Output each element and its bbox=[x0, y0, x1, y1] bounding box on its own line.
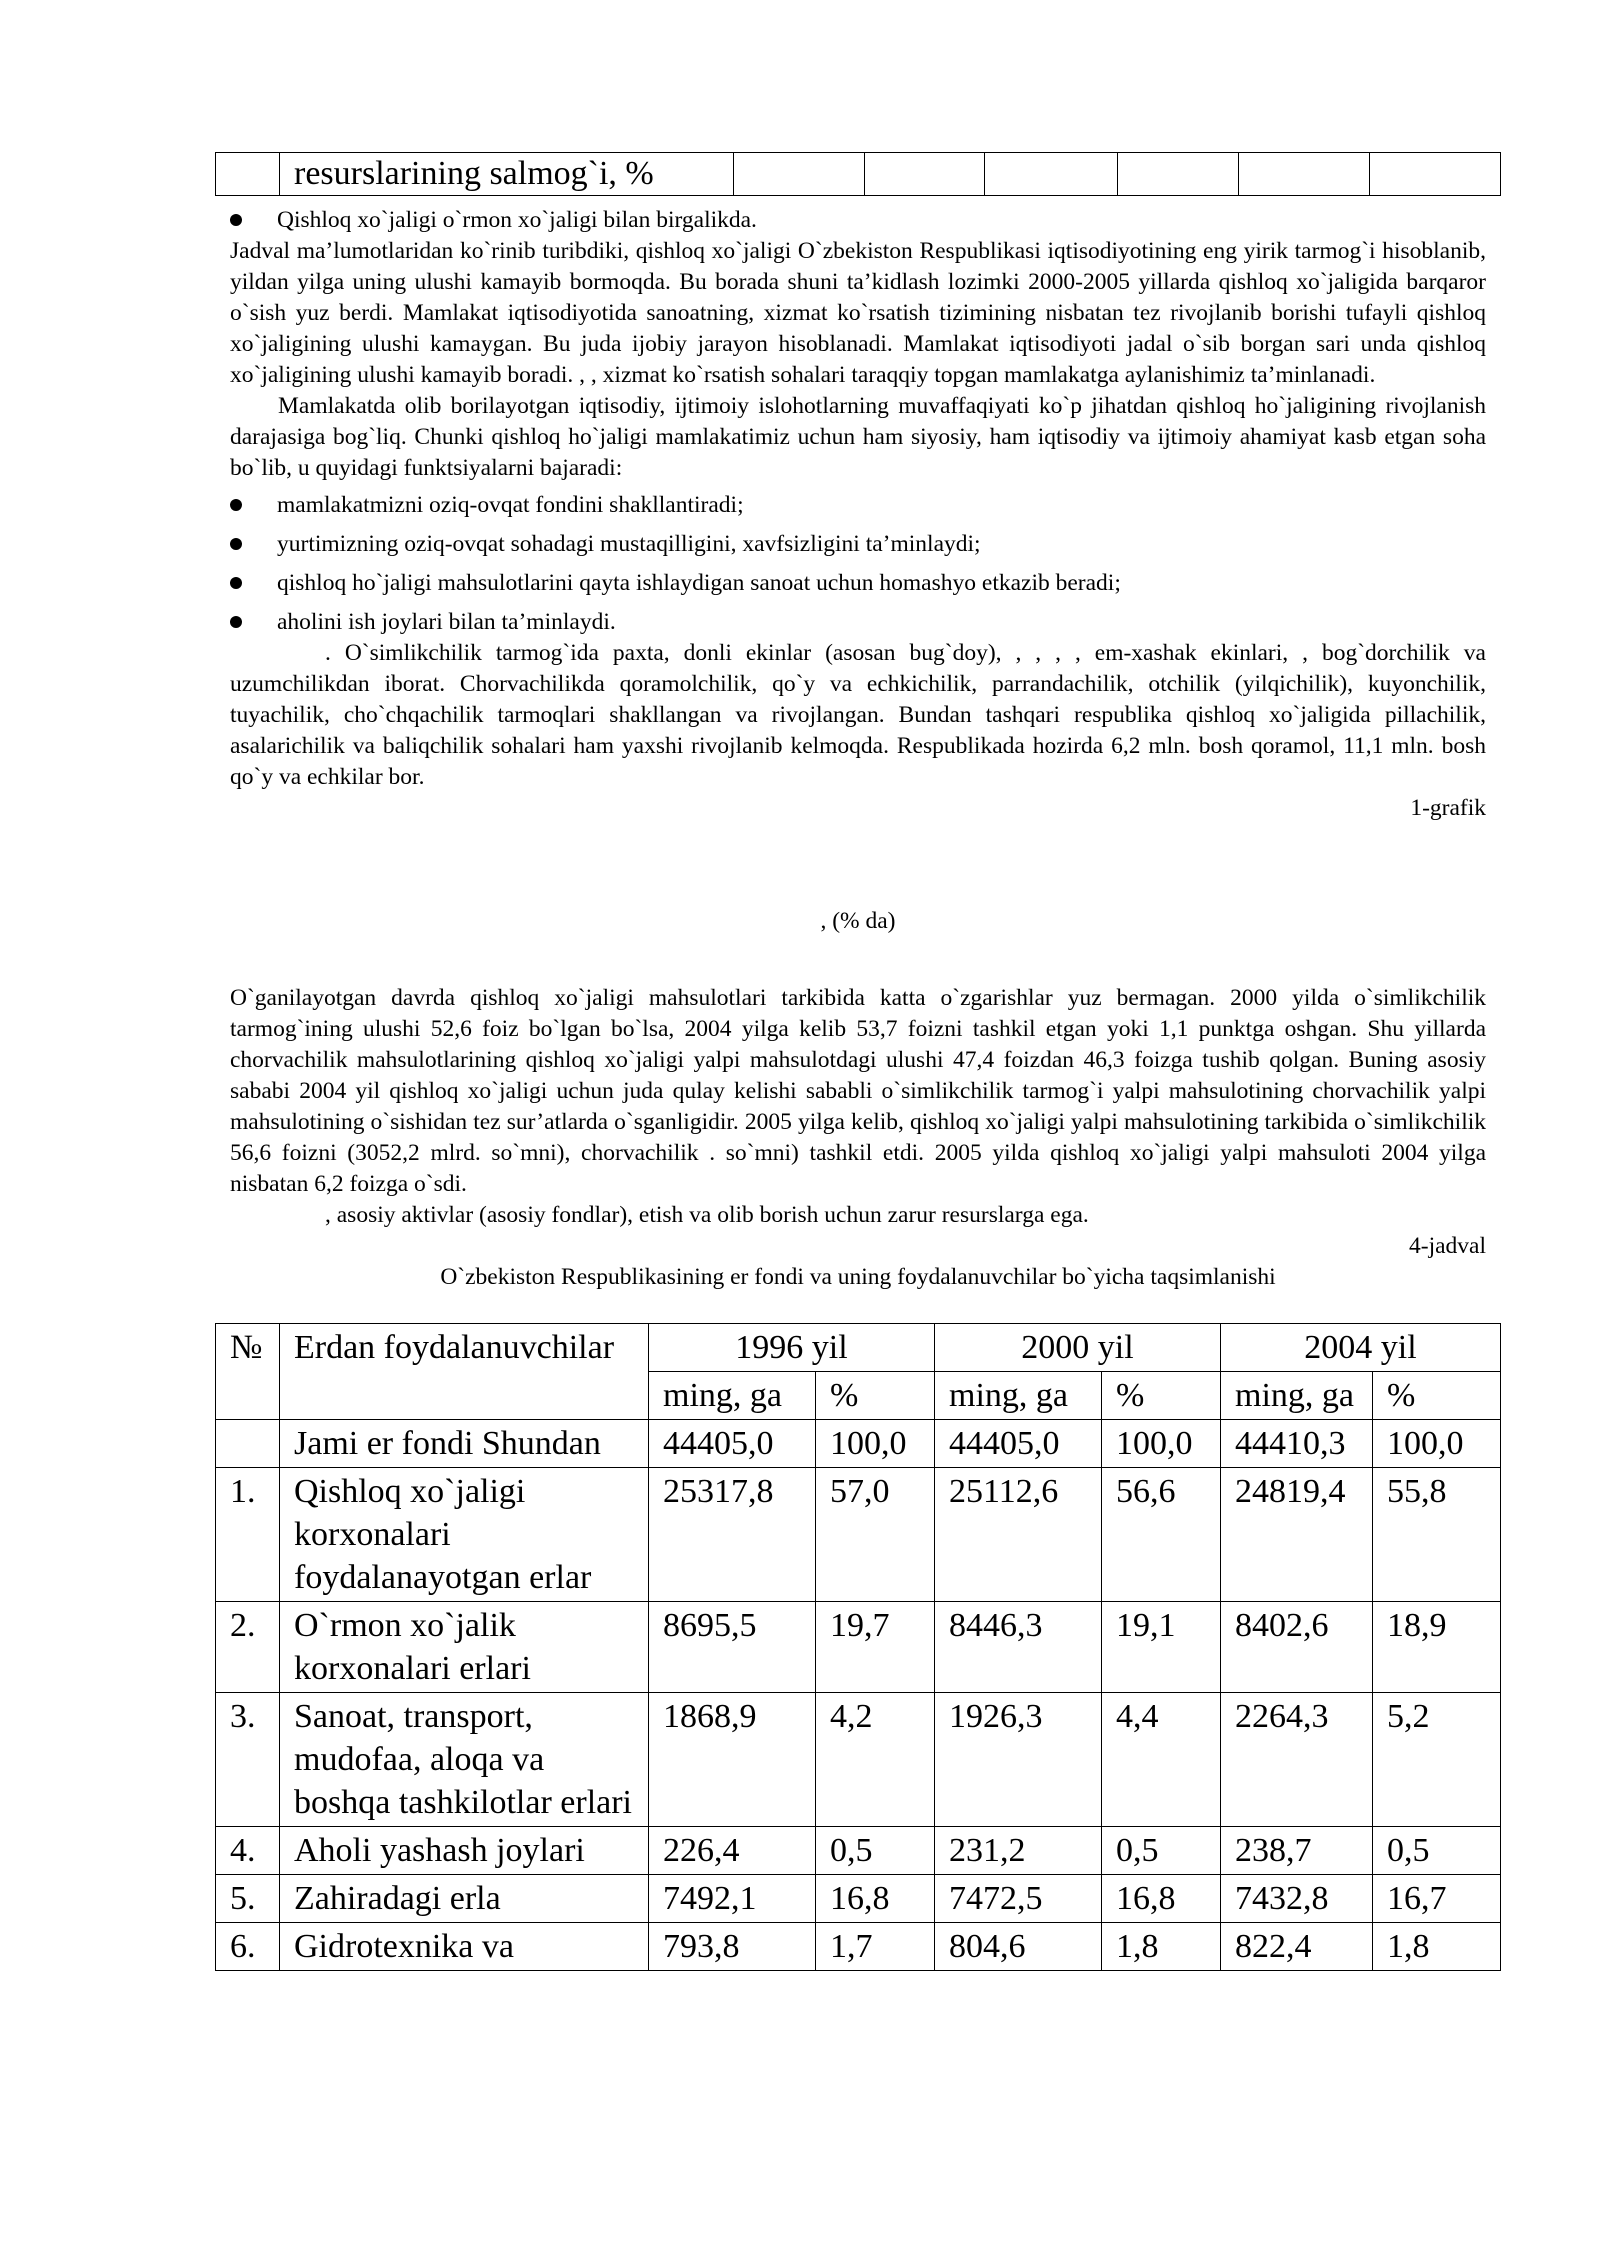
area-value-cell: 1868,9 bbox=[649, 1693, 816, 1827]
table-cell: resurslarining salmog`i, % bbox=[280, 153, 734, 196]
table-row bbox=[216, 1468, 1501, 1602]
functions-list bbox=[230, 490, 1486, 638]
land-user-cell: Qishloq xo`jaligi korxonalari foydalanayotgan erlar bbox=[280, 1468, 649, 1602]
grafik-label: 1-grafik bbox=[1410, 795, 1486, 821]
header-cell-unit: ming, ga bbox=[1221, 1372, 1373, 1420]
area-value-cell: 226,4 bbox=[649, 1827, 816, 1875]
table-cell bbox=[1118, 153, 1239, 196]
percent-value-cell: 16,7 bbox=[1373, 1875, 1501, 1923]
header-cell-users: Erdan foydalanuvchilar bbox=[280, 1324, 649, 1420]
land-user-cell: Aholi yashash joylari bbox=[280, 1827, 649, 1875]
percent-value-cell: 16,8 bbox=[1102, 1875, 1221, 1923]
list-item: yurtimizning oziq-ovqat sohadagi mustaqilligini, xavfsizligini ta’minlaydi; bbox=[230, 529, 1486, 560]
bullet-icon bbox=[230, 616, 242, 628]
percent-value-cell: 0,5 bbox=[1102, 1827, 1221, 1875]
table-row bbox=[216, 1420, 1501, 1468]
row-number-cell: 6. bbox=[216, 1923, 280, 1971]
area-value-cell: 44405,0 bbox=[935, 1420, 1102, 1468]
header-cell-year: 1996 yil bbox=[649, 1324, 935, 1372]
row-number-cell bbox=[216, 1420, 280, 1468]
row-number-cell: 2. bbox=[216, 1602, 280, 1693]
header-cell-unit: ming, ga bbox=[935, 1372, 1102, 1420]
table-row bbox=[216, 1827, 1501, 1875]
table-cell bbox=[1370, 153, 1501, 196]
body-text-block-1 bbox=[230, 205, 1486, 824]
percent-value-cell: 56,6 bbox=[1102, 1468, 1221, 1602]
percent-value-cell: 1,8 bbox=[1373, 1923, 1501, 1971]
area-value-cell: 231,2 bbox=[935, 1827, 1102, 1875]
land-user-cell: Zahiradagi erla bbox=[280, 1875, 649, 1923]
area-value-cell: 44410,3 bbox=[1221, 1420, 1373, 1468]
list-item: Qishloq xo`jaligi o`rmon xo`jaligi bilan birgalikda. bbox=[230, 205, 1486, 236]
land-user-cell: Gidrotexnika va bbox=[280, 1923, 649, 1971]
body-text-block-2 bbox=[230, 983, 1486, 1293]
area-value-cell: 44405,0 bbox=[649, 1420, 816, 1468]
percent-value-cell: 19,1 bbox=[1102, 1602, 1221, 1693]
row-number-cell: 1. bbox=[216, 1468, 280, 1602]
area-value-cell: 7472,5 bbox=[935, 1875, 1102, 1923]
table-cell bbox=[1239, 153, 1370, 196]
row-number-cell: 3. bbox=[216, 1693, 280, 1827]
list-item: mamlakatmizni oziq-ovqat fondini shakllantiradi; bbox=[230, 490, 1486, 521]
header-cell-unit: ming, ga bbox=[649, 1372, 816, 1420]
area-value-cell: 2264,3 bbox=[1221, 1693, 1373, 1827]
paragraph: O`ganilayotgan davrda qishloq xo`jaligi mahsulotlari tarkibida katta o`zgarishlar yuz bermagan. 2000 yilda o`simlikchilik tarmog`ining ulushi 52,6 foiz bo`lgan bo`lsa, 2004 yilga kelib 53,7 foizni tashkil etgan yoki 1,1 punktga oshgan. Shu yillarda chorvachilik mahsulotlarining qishloq xo`jaligi yalpi mahsulotdagi ulushi 47,4 foizdan 46,3 foizga tushib qolgan. Buning asosiy sababi 2004 yil qishloq xo`jaligi uchun juda qulay kelishi sababli o`simlikchilik tarmog`i yalpi mahsulotining chorvachilik yalpi mahsulotining o`sishidan tez sur’atlarda o`sganligidir. 2005 yilga kelib, qishloq xo`jaligi yalpi mahsulotining tarkibida o`simlikchilik 56,6 foizni (3052,2 mlrd. so`mni), chorvachilik . so`mni) tashkil etdi. 2005 yilda qishloq xo`jaligi yalpi mahsuloti 2004 yilga nisbatan 6,2 foizga o`sdi. bbox=[230, 985, 1486, 1197]
percent-value-cell: 57,0 bbox=[816, 1468, 935, 1602]
area-value-cell: 7432,8 bbox=[1221, 1875, 1373, 1923]
percent-value-cell: 1,7 bbox=[816, 1923, 935, 1971]
paragraph: , asosiy aktivlar (asosiy fondlar), etish va olib borish uchun zarur resurslarga ega. bbox=[325, 1202, 1089, 1228]
area-value-cell: 1926,3 bbox=[935, 1693, 1102, 1827]
area-value-cell: 7492,1 bbox=[649, 1875, 816, 1923]
percent-value-cell: 16,8 bbox=[816, 1875, 935, 1923]
land-user-cell: Sanoat, transport, mudofaa, aloqa va boshqa tashkilotlar erlari bbox=[280, 1693, 649, 1827]
footnote-list bbox=[230, 205, 1486, 236]
area-value-cell: 24819,4 bbox=[1221, 1468, 1373, 1602]
percent-value-cell: 19,7 bbox=[816, 1602, 935, 1693]
table-cell bbox=[865, 153, 985, 196]
bullet-icon bbox=[230, 499, 242, 511]
header-cell-unit: % bbox=[816, 1372, 935, 1420]
percent-value-cell: 0,5 bbox=[816, 1827, 935, 1875]
area-value-cell: 793,8 bbox=[649, 1923, 816, 1971]
table-title: O`zbekiston Respublikasining er fondi va uning foydalanuvchilar bo`yicha taqsimlanishi bbox=[440, 1264, 1276, 1290]
bullet-icon bbox=[230, 538, 242, 550]
table-cell bbox=[216, 153, 280, 196]
bullet-icon bbox=[230, 214, 242, 226]
percent-value-cell: 4,4 bbox=[1102, 1693, 1221, 1827]
table-cell bbox=[734, 153, 865, 196]
table-row bbox=[216, 1693, 1501, 1827]
list-item: aholini ish joylari bilan ta’minlaydi. bbox=[230, 607, 1486, 638]
paragraph: . O`simlikchilik tarmog`ida paxta, donli ekinlar (asosan bug`doy), , , , , em-xashak ekinlari, , bog`dorchilik va uzumchilikdan iborat. Chorvachilikda qoramolchilik, qo`y va echkichilik, parrandachilik, otchilik (yilqichilik), kuyonchilik, tuyachilik, cho`chqachilik tarmoqlari shakllangan va rivojlangan. Bundan tashqari respublika qishloq xo`jaligida pillachilik, asalarichilik va baliqchilik sohalari ham yaxshi rivojlanib kelmoqda. Respublikada hozirda 6,2 mln. bosh qoramol, 11,1 mln. bosh qo`y va echkilar bor. bbox=[230, 640, 1486, 790]
area-value-cell: 238,7 bbox=[1221, 1827, 1373, 1875]
percent-value-cell: 0,5 bbox=[1373, 1827, 1501, 1875]
area-value-cell: 25112,6 bbox=[935, 1468, 1102, 1602]
table-row bbox=[216, 1602, 1501, 1693]
grafik-caption: , (% da) bbox=[820, 908, 896, 934]
percent-value-cell: 100,0 bbox=[1102, 1420, 1221, 1468]
area-value-cell: 804,6 bbox=[935, 1923, 1102, 1971]
table-cell bbox=[985, 153, 1118, 196]
area-value-cell: 8402,6 bbox=[1221, 1602, 1373, 1693]
area-value-cell: 822,4 bbox=[1221, 1923, 1373, 1971]
table-body bbox=[216, 1420, 1501, 1971]
table-row bbox=[216, 1923, 1501, 1971]
area-value-cell: 25317,8 bbox=[649, 1468, 816, 1602]
land-user-cell: O`rmon xo`jalik korxonalari erlari bbox=[280, 1602, 649, 1693]
table-row bbox=[216, 1875, 1501, 1923]
percent-value-cell: 1,8 bbox=[1102, 1923, 1221, 1971]
header-cell-unit: % bbox=[1102, 1372, 1221, 1420]
percent-value-cell: 55,8 bbox=[1373, 1468, 1501, 1602]
row-number-cell: 5. bbox=[216, 1875, 280, 1923]
header-cell-year: 2004 yil bbox=[1221, 1324, 1501, 1372]
percent-value-cell: 18,9 bbox=[1373, 1602, 1501, 1693]
percent-value-cell: 4,2 bbox=[816, 1693, 935, 1827]
row-number-cell: 4. bbox=[216, 1827, 280, 1875]
area-value-cell: 8446,3 bbox=[935, 1602, 1102, 1693]
paragraph: Jadval ma’lumotlaridan ko`rinib turibdiki, qishloq xo`jaligi O`zbekiston Respublikasi iqtisodiyotining eng yirik tarmog`i hisoblanib, yildan yilga uning ulushi kamayib bormoqda. Bu borada shuni ta’kidlash lozimki 2000-2005 yillarda qishloq xo`jaligida barqaror o`sish yuz berdi. Mamlakat iqtisodiyotida sanoatning, xizmat ko`rsatish tizimining nisbatan tez rivojlanib borishi tufayli qishloq xo`jaligining ulushi kamaygan. Bu juda ijobiy jarayon hisoblanadi. Mamlakat iqtisodiyoti jadal o`sib borgan sari unda qishloq xo`jaligining ulushi kamayib boradi. , , xizmat ko`rsatish sohalari taraqqiy topgan mamlakatga aylanishimiz ta’minlanadi. bbox=[230, 238, 1486, 388]
table-header-row bbox=[216, 1324, 1501, 1372]
header-cell-year: 2000 yil bbox=[935, 1324, 1221, 1372]
list-item: qishloq ho`jaligi mahsulotlarini qayta ishlaydigan sanoat uchun homashyo etkazib beradi; bbox=[230, 568, 1486, 599]
land-user-cell: Jami er fondi Shundan bbox=[280, 1420, 649, 1468]
area-value-cell: 8695,5 bbox=[649, 1602, 816, 1693]
percent-value-cell: 5,2 bbox=[1373, 1693, 1501, 1827]
previous-table-fragment bbox=[215, 152, 1501, 196]
header-cell-number: № bbox=[216, 1324, 280, 1420]
land-fund-table bbox=[215, 1323, 1501, 1971]
bullet-icon bbox=[230, 577, 242, 589]
header-cell-unit: % bbox=[1373, 1372, 1501, 1420]
table-label: 4-jadval bbox=[1409, 1233, 1486, 1259]
paragraph: Mamlakatda olib borilayotgan iqtisodiy, ijtimoiy islohotlarning muvaffaqiyati ko`p jihatdan qishloq ho`jaligining rivojlanish darajasiga bog`liq. Chunki qishloq ho`jaligi mamlakatimiz uchun ham siyosiy, ham iqtisodiy va ijtimoiy ahamiyat kasb etgan soha bo`lib, u quyidagi funktsiyalarni bajaradi: bbox=[230, 393, 1486, 481]
percent-value-cell: 100,0 bbox=[1373, 1420, 1501, 1468]
table-row bbox=[216, 153, 1501, 196]
percent-value-cell: 100,0 bbox=[816, 1420, 935, 1468]
